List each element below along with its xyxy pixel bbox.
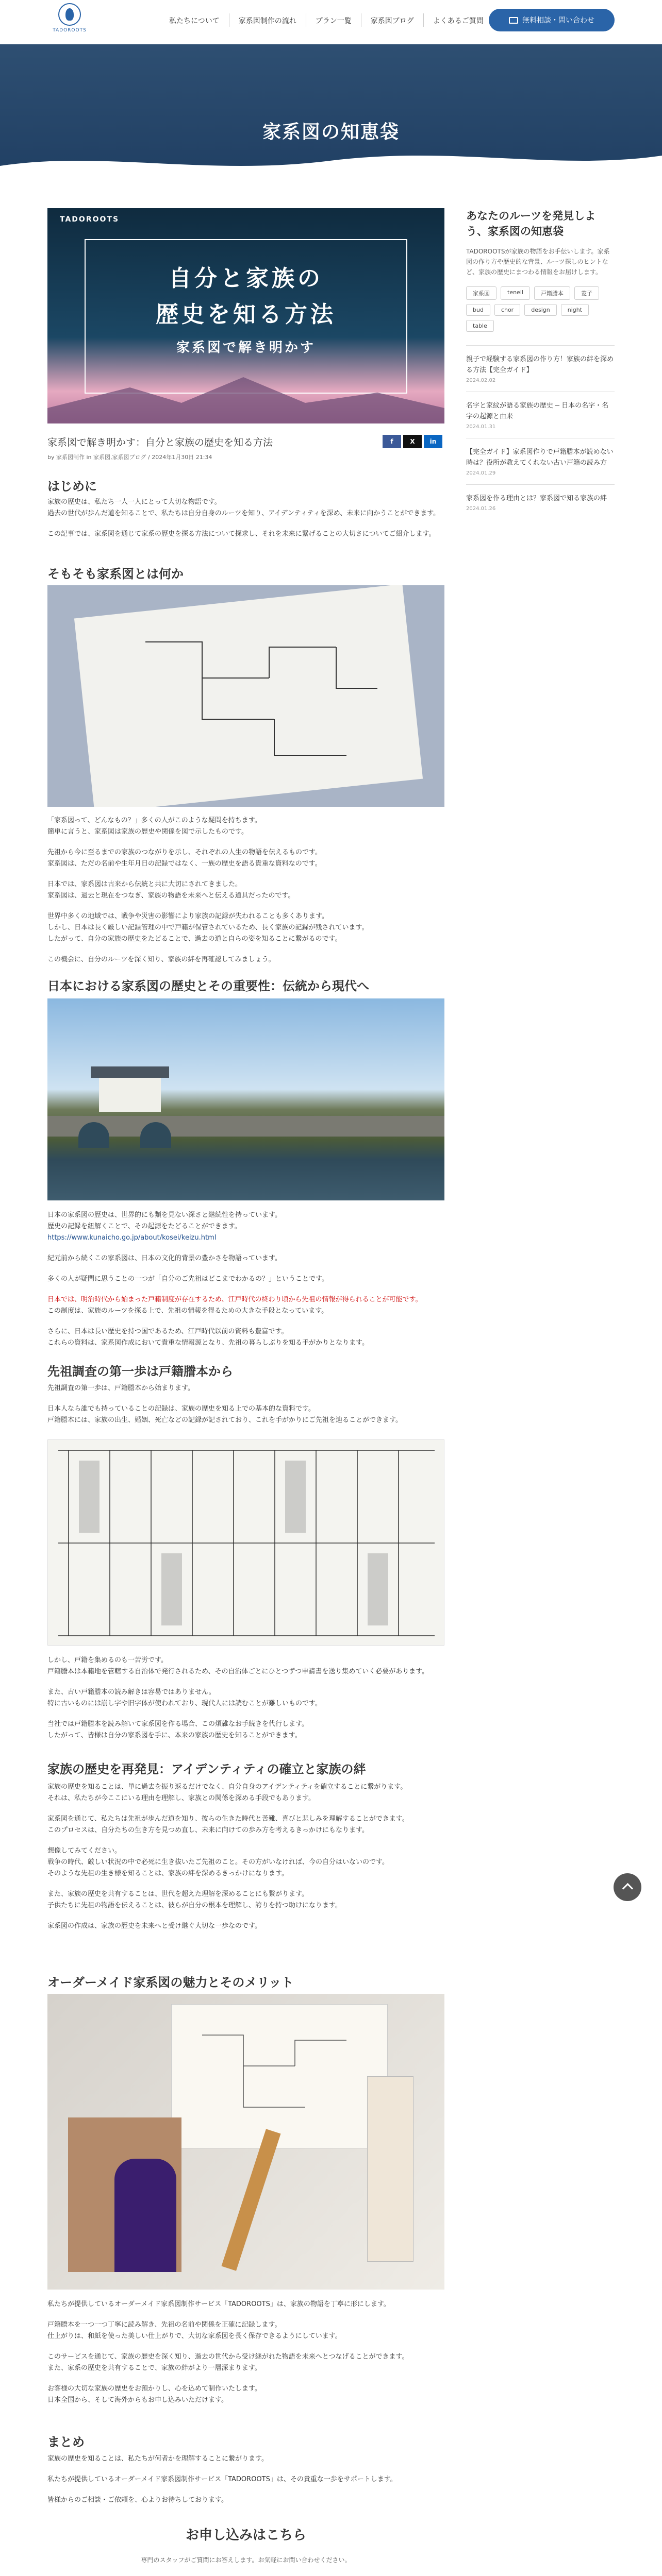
paragraph: この制度は、家族のルーツを探る上で、先祖の情報を得るための大きな手段となっています。 xyxy=(47,1307,328,1315)
paragraph: そのような先祖の生き様を知ることは、家族の絆を深めるきっかけになります。 xyxy=(47,1870,288,1877)
post-title: 家系図で解き明かす：自分と家族の歴史を知る方法 xyxy=(47,437,273,448)
post-meta: by 家系図制作 in 家系図,家系図ブログ / 2024年1月30日 21:34 xyxy=(47,454,212,461)
paragraph: さらに、日本は長い歴史を持つ国であるため、江戸時代以前の資料も豊富です。 xyxy=(47,1328,288,1335)
recent-post-item[interactable] xyxy=(466,345,615,392)
paragraph: 戸籍謄本には、家族の出生、婚姻、死亡などの記録が記されており、これを手がかりにご先祖を辿ることができます。 xyxy=(47,1416,402,1424)
paragraph: 家族の歴史は、私たち一人一人にとって大切な物語です。 xyxy=(47,498,221,506)
scroll-to-top-button[interactable] xyxy=(614,1873,641,1901)
heading-research: 先祖調査の第一歩は戸籍謄本から xyxy=(47,1364,233,1379)
nav-item-faq[interactable]: よくあるご質問 xyxy=(433,17,484,25)
paragraph: 過去の世代が歩んだ道を知ることで、私たちは自分自身のルーツを知り、アイデンティティを深め、未来に向かうことができます。 xyxy=(47,510,440,517)
heading-summary: まとめ xyxy=(47,2435,85,2449)
paragraph: 先祖から今に至るまでの家族のつながりを示し、それぞれの人生の物語を伝えるものです。 xyxy=(47,849,322,856)
tag[interactable]: tenell xyxy=(501,286,530,300)
paragraph: 当社では戸籍謄本を読み解いて家系図を作る場合、この煩雑なお手続きを代行します。 xyxy=(47,1720,308,1728)
contact-button[interactable] xyxy=(489,9,615,31)
sidebar-title: あなたのルーツを発見しよう、家系図の知恵袋 xyxy=(466,210,596,238)
sidebar-description: TADOROOTSが家族の物語をお手伝いします。家系図の作り方や歴史的な背景、ルーツ探しのヒントなど、家族の歴史にまつわる情報をお届けします。 xyxy=(466,248,610,276)
paragraph: 戸籍謄本は本籍地を管轄する自治体で発行されるため、その自治体ごとにひとつずつ申請書を送り集めていく必要があります。 xyxy=(47,1668,429,1675)
paragraph: 家系図は、過去と現在をつなぎ、家族の物語を未来へと伝える道具だったのです。 xyxy=(47,892,295,900)
heading-intro: はじめに xyxy=(47,479,97,494)
apply-subtext: 専門のスタッフがご質問にお答えします。お気軽にお問い合わせください。 xyxy=(141,2556,351,2564)
paragraph: したがって、皆様は自分の家系図を手に、本来の家族の歴史を知ることができます。 xyxy=(47,1732,302,1739)
paragraph: しかし、日本は長く厳しい記録管理の中で戸籍が保管されているため、長く家族の記録が残されています。 xyxy=(47,924,369,931)
koseki-document-lines xyxy=(48,1440,444,1646)
site-logo[interactable] xyxy=(52,3,88,41)
paragraph: 日本では、家系図は古来から伝統と共に大切にされてきました。 xyxy=(47,880,242,888)
nav-item-blog[interactable]: 家系図ブログ xyxy=(361,13,424,27)
logo-icon xyxy=(58,3,81,26)
heading-history: 日本における家系図の歴史とその重要性：伝統から現代へ xyxy=(47,979,369,993)
paragraph: このプロセスは、自分たちの生き方を見つめ直し、未来に向けての歩み方を考えるきっかけにもなります。 xyxy=(47,1826,369,1834)
hero-banner xyxy=(0,44,662,180)
tag[interactable]: 家系図 xyxy=(466,286,496,300)
tag[interactable]: table xyxy=(466,320,494,332)
paragraph: 家族の歴史を知ることは、単に過去を振り返るだけでなく、自分自身のアイデンティティを確立することに繋がります。 xyxy=(47,1783,407,1791)
page-title: 家系図の知恵袋 xyxy=(262,122,400,143)
paragraph: また、古い戸籍謄本の読み解きは容易ではありません。 xyxy=(47,1688,216,1696)
heading-custom: オーダーメイド家系図の魅力とそのメリット xyxy=(47,1975,294,1990)
nav-item-about[interactable]: 私たちについて xyxy=(160,13,229,27)
hero-wave-decoration xyxy=(0,145,662,180)
logo-text: TADOROOTS xyxy=(53,28,87,33)
paragraph: 家系図を通じて、私たちは先祖が歩んだ道を知り、彼らの生きた時代と苦難、喜びと悲しみを理解することができます。 xyxy=(47,1815,409,1823)
eyecatch-brand: TADOROOTS xyxy=(60,215,120,224)
paragraph: 特に古いものには崩し字や旧字体が使われており、現代人には読むことが難しいものです。 xyxy=(47,1700,322,1707)
article xyxy=(47,208,444,2504)
recent-post-item[interactable] xyxy=(466,438,615,484)
tag[interactable]: chor xyxy=(494,304,520,316)
paragraph: 家系図は、ただの名前や生年月日の記録ではなく、一族の歴史を語る貴重な資料なのです。 xyxy=(47,860,322,868)
paragraph: 想像してみてください。 xyxy=(47,1847,122,1855)
paragraph: 家系図の作成は、家族の歴史を未来へと受け継ぐ大切な一歩なのです。 xyxy=(47,1922,261,1930)
paragraph: 皆様からのご相談・ご依頼を、心よりお待ちしております。 xyxy=(47,2496,228,2504)
paragraph: 仕上がりは、和紙を使った美しい仕上がりで、大切な家系図を長く保存できるようにしています。 xyxy=(47,2332,342,2340)
paragraph: 簡単に言うと、家系図は家族の歴史や関係を図で示したものです。 xyxy=(47,828,248,836)
highlighted-paragraph: 日本では、明治時代から始まった戸籍制度が存在するため、江戸時代の終わり頃から先祖の情報が得られることが可能です。 xyxy=(47,1296,422,1303)
eyecatch-line1: 自分と家族の xyxy=(169,265,323,292)
share-buttons xyxy=(383,435,442,448)
recent-post-date: 2024.01.31 xyxy=(466,424,496,430)
eyecatch-line2: 歴史を知る方法 xyxy=(156,301,336,328)
paragraph: 子供たちに先祖の物語を伝えることは、彼らが自分の根本を理解し、誇りを持つ助けになります。 xyxy=(47,1902,342,1909)
paragraph: このサービスを通じて、家族の歴史を深く知り、過去の世代から受け継がれた物語を未来へとつなげることができます。 xyxy=(47,2353,409,2361)
paragraph: 先祖調査の第一歩は、戸籍謄本から始まります。 xyxy=(47,1384,194,1392)
paragraph: 世界中多くの地域では、戦争や災害の影響により家族の記録が失われることも多くあります。 xyxy=(47,912,328,920)
mountain-illustration xyxy=(47,367,444,423)
recent-posts xyxy=(466,345,615,520)
paragraph: 戸籍謄本を一つ一つ丁寧に読み解き、先祖の名前や関係を正確に記録します。 xyxy=(47,2321,282,2329)
paragraph: また、家系の歴史を共有することで、家族の絆がより一層深まります。 xyxy=(47,2364,261,2372)
family-tree-diagram xyxy=(47,585,444,807)
recent-post-date: 2024.01.26 xyxy=(466,506,496,512)
main-nav xyxy=(160,13,493,27)
tag[interactable]: night xyxy=(561,304,589,316)
eyecatch-line3: 家系図で解き明かす xyxy=(176,340,316,355)
x-share-button[interactable]: X xyxy=(403,435,422,448)
recent-post-item[interactable] xyxy=(466,392,615,438)
paragraph: 多くの人が疑問に思うことの一つが「自分のご先祖はどこまでわかるの？」ということです。 xyxy=(47,1275,328,1283)
site-header xyxy=(0,0,662,44)
recent-post-item[interactable] xyxy=(466,484,615,520)
paragraph: 日本全国から、そして海外からもお申し込みいただけます。 xyxy=(47,2396,228,2404)
recent-post-title: 家系図を作る理由とは？家系図で知る家族の絆 xyxy=(466,495,607,502)
recent-post-title: 【完全ガイド】家系図作りで戸籍謄本が読めない時は？役所が教えてくれない古い戸籍の読み方 xyxy=(466,448,614,467)
paragraph: 「家系図って、どんなもの？」多くの人がこのような疑問を持ちます。 xyxy=(47,817,261,824)
family-tree-photo xyxy=(47,585,444,807)
paragraph: また、家族の歴史を共有することは、世代を超えた理解を深めることにも繋がります。 xyxy=(47,1890,308,1898)
paragraph: 歴史の記録を紐解くことで、その起源をたどることができます。 xyxy=(47,1223,241,1230)
heading-what-is: そもそも家系図とは何か xyxy=(47,567,184,581)
facebook-share-button[interactable]: f xyxy=(383,435,401,448)
paragraph: お客様の大切な家族の歴史をお預かりし、心を込めて制作いたします。 xyxy=(47,2385,261,2393)
paragraph: 紀元前から続くこの家系図は、日本の文化的背景の豊かさを物語っています。 xyxy=(47,1255,282,1262)
nav-item-flow[interactable]: 家系図制作の流れ xyxy=(229,13,306,27)
contact-button-label: 無料相談・問い合わせ xyxy=(522,16,594,25)
mail-icon xyxy=(509,17,518,24)
heading-identity: 家族の歴史を再発見：アイデンティティの確立と家族の絆 xyxy=(47,1762,366,1776)
linkedin-share-button[interactable]: in xyxy=(424,435,442,448)
product-photo xyxy=(47,1994,444,2290)
paragraph: 私たちが提供しているオーダーメイド家系図制作サービス「TADOROOTS」は、その貴重な一歩をサポートします。 xyxy=(47,2476,397,2483)
sidebar xyxy=(466,208,615,520)
recent-post-title: 親子で経験する家系図の作り方！家族の絆を深める方法【完全ガイド】 xyxy=(466,355,614,374)
paragraph: したがって、自分の家族の歴史をたどることで、過去の道と自らの姿を知ることに繋がるのです。 xyxy=(47,935,342,943)
product-family-tree xyxy=(171,2004,388,2148)
imperial-palace-photo xyxy=(47,998,444,1200)
tag-cloud xyxy=(466,286,615,332)
eyecatch-image xyxy=(47,208,444,423)
paragraph: 戦争の時代、厳しい状況の中で必死に生き抜いたご先祖のこと。その方がいなければ、今の自分はいないのです。 xyxy=(47,1858,389,1866)
paragraph: 日本人なら誰でも持っていることの記録は、家族の歴史を知る上での基本的な資料です。 xyxy=(47,1405,315,1413)
paragraph: この機会に、自分のルーツを深く知り、家族の絆を再確認してみましょう。 xyxy=(47,956,275,963)
tag[interactable]: 戸籍謄本 xyxy=(534,286,570,300)
reference-link[interactable]: https://www.kunaicho.go.jp/about/kosei/keizu.html xyxy=(47,1234,217,1242)
koseki-document-photo xyxy=(47,1439,444,1646)
paragraph: それは、私たちが今ここにいる理由を理解し、家族との関係を深める手段でもあります。 xyxy=(47,1794,315,1802)
tag[interactable]: 菱子 xyxy=(574,286,599,300)
paragraph: 家族の歴史を知ることは、私たちが何者かを理解することに繋がります。 xyxy=(47,2455,268,2463)
paragraph: この記事では、家系図を通じて家系の歴史を探る方法について探求し、それを未来に繋げることの大切さについてご紹介します。 xyxy=(47,530,436,538)
recent-post-date: 2024.02.02 xyxy=(466,378,496,383)
tag[interactable]: bud xyxy=(466,304,490,316)
apply-heading: お申し込みはこちら xyxy=(185,2528,306,2543)
paragraph: 私たちが提供しているオーダーメイド家系図制作サービス「TADOROOTS」は、家族の物語を丁寧に形にします。 xyxy=(47,2300,390,2308)
recent-post-date: 2024.01.29 xyxy=(466,470,496,476)
nav-item-plans[interactable]: プラン一覧 xyxy=(306,13,361,27)
tag[interactable]: design xyxy=(524,304,557,316)
recent-post-title: 名字と家紋が語る家族の歴史 ─ 日本の名字・名字の起源と由来 xyxy=(466,402,609,420)
paragraph: 日本の家系図の歴史は、世界的にも類を見ない深さと継続性を持っています。 xyxy=(47,1211,282,1219)
paragraph: これらの資料は、家系図作成において貴重な情報源となり、先祖の暮らしぶりを知る手がかりとなります。 xyxy=(47,1339,369,1347)
paragraph: しかし、戸籍を集めるのも一苦労です。 xyxy=(47,1656,168,1664)
